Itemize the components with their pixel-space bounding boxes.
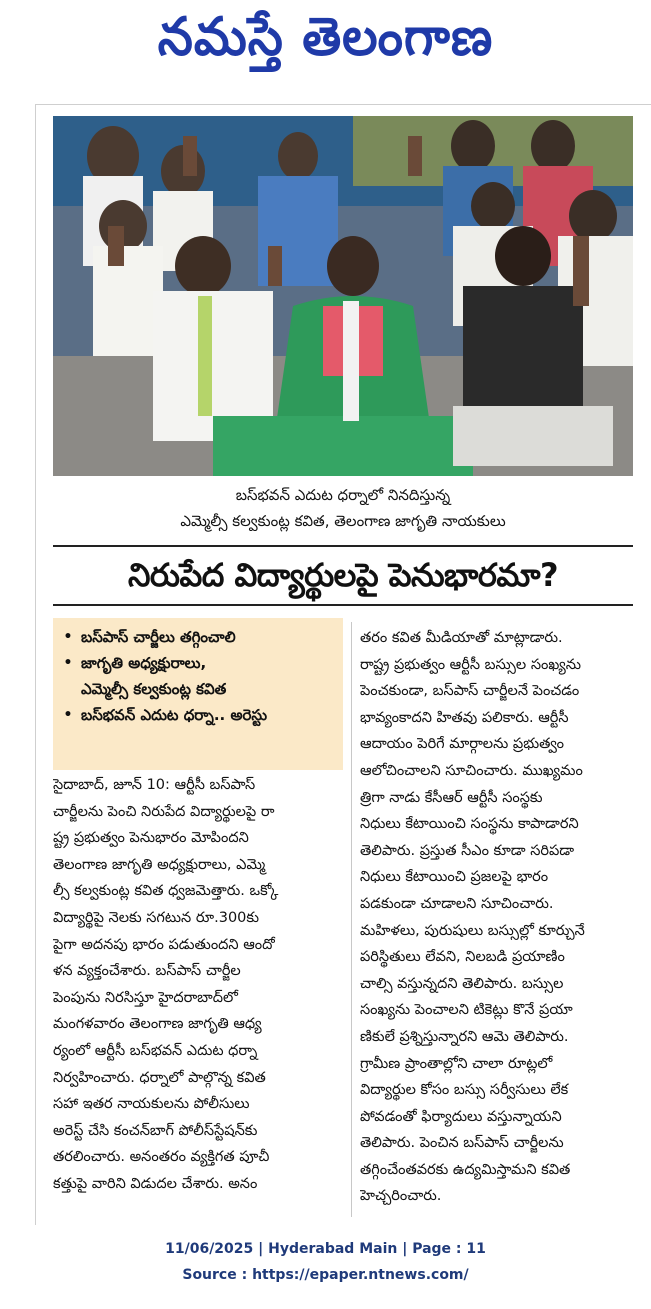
- highlight-text: బస్‌పాస్ చార్జీలు తగ్గించాలి: [81, 628, 236, 646]
- newspaper-masthead: [0, 0, 651, 86]
- article-line: ణికులే ప్రశ్నిస్తున్నారని ఆమె తెలిపారు.: [360, 1028, 569, 1045]
- article-line: ల్సీ కల్వకుంట్ల కవిత ధ్వజమెత్తారు. ఒక్కో: [53, 883, 279, 900]
- highlight-text: బస్‌భవన్ ఎదుట ధర్నా.. అరెస్టు: [81, 706, 268, 724]
- article-line: విద్యార్థిపై నెలకు సగటున రూ.300కు: [53, 909, 259, 926]
- footer-source: Source : https://epaper.ntnews.com/: [182, 1267, 469, 1283]
- caption-line-2: ఎమ్మెల్సీ కల్వకుంట్ల కవిత, తెలంగాణ జాగృతి నాయకులు: [180, 512, 506, 530]
- page-footer: [0, 1236, 651, 1288]
- article-column-left: [53, 772, 345, 1198]
- article-line: మహిళలు, పురుషులు బస్సుల్లో కూర్చునే: [360, 922, 585, 939]
- article-line: పెంచకుండా, బస్‌పాస్ చార్జీలనే పెంచడం: [360, 683, 580, 700]
- article-line: భావ్యంకాదని హితవు పలికారు. ఆర్టీసీ: [360, 709, 569, 726]
- article-line: ష్ట్ర ప్రభుత్వం పెనుభారం మోపిందని: [53, 830, 249, 847]
- article-line: తెలంగాణ జాగృతి అధ్యక్షురాలు, ఎమ్మె: [53, 856, 266, 873]
- highlight-text-continued: ఎమ్మెల్సీ కల్వకుంట్ల కవిత: [81, 680, 227, 698]
- article-line: తగ్గించేంతవరకు ఉద్యమిస్తామని కవిత: [360, 1161, 571, 1178]
- article-line: నిధులు కేటాయించి సంస్థను కాపాడారని: [360, 816, 579, 833]
- article-line: పరిస్థితులు లేవని, నిలబడి ప్రయాణిం: [360, 949, 565, 966]
- article-line: నిధులు కేటాయించి ప్రజలపై భారం: [360, 869, 549, 886]
- article-line: పడకుండా చూడాలని సూచించారు.: [360, 895, 554, 912]
- article-line: పోవడంతో ఫిర్యాదులు వస్తున్నాయని: [360, 1108, 562, 1125]
- article-line: తరం కవిత మీడియాతో మాట్లాడారు.: [360, 630, 563, 646]
- highlight-text: జాగృతి అధ్యక్షురాలు,: [81, 654, 207, 672]
- highlights-box: [53, 618, 343, 770]
- article-line: పెంపును నిరసిస్తూ హైదరాబాద్‌లో: [53, 989, 238, 1006]
- article-line: సైదాబాద్, జూన్ 10: ఆర్టీసీ బస్‌పాస్: [53, 777, 256, 793]
- masthead-title: నమస్తే తెలంగాణ: [157, 5, 494, 67]
- article-line: చాల్సి వస్తున్నదని తెలిపారు. బస్సుల: [360, 975, 564, 992]
- bullet-icon: •: [63, 629, 73, 645]
- article-line: త్రిగా నాడు కేసీఆర్ ఆర్టీసీ సంస్థకు: [360, 789, 543, 806]
- article-line: అరెస్ట్ చేసి కంచన్‌బాగ్ పోలీస్‌స్టేషన్‌కు: [53, 1122, 258, 1139]
- article-line: విద్యార్థుల కోసం బస్సు సర్వీసులు లేక: [360, 1082, 569, 1099]
- article-line: సహా ఇతర నాయకులను పోలీసులు: [53, 1096, 250, 1113]
- article-line: కత్తుపై వారిని విడుదల చేశారు. అనం: [53, 1175, 258, 1192]
- article-line: చార్జీలను పెంచి నిరుపేద విద్యార్థులపై రా: [53, 803, 275, 820]
- bullet-icon: •: [63, 707, 73, 723]
- protest-photo: [53, 116, 633, 476]
- article-line: పైగా అదనపు భారం పడుతుందని ఆందో: [53, 936, 275, 953]
- article-line: తెలిపారు. పెంచిన బస్‌పాస్ చార్జీలను: [360, 1135, 564, 1152]
- article-line: ఆలోచించాలని సూచించారు. ముఖ్యమం: [360, 762, 583, 779]
- article-line: ళన వ్యక్తంచేశారు. బస్‌పాస్ చార్జీల: [53, 963, 241, 980]
- article-line: తెలిపారు. ప్రస్తుత సీఎం కూడా సరిపడా: [360, 842, 575, 859]
- article-line: నిర్వహించారు. ధర్నాలో పాల్గొన్న కవిత: [53, 1069, 266, 1086]
- footer-edition-info: 11/06/2025 | Hyderabad Main | Page : 11: [165, 1241, 486, 1257]
- highlight-item: [61, 624, 337, 650]
- protest-photo-illustration: [53, 116, 633, 476]
- article-line: సంఖ్యను పెంచాలని టికెట్లు కొనే ప్రయా: [360, 1002, 573, 1019]
- article-column-right: [360, 625, 638, 1210]
- article-line: మంగళవారం తెలంగాణ జాగృతి ఆధ్య: [53, 1016, 262, 1033]
- article-line: రాష్ట్ర ప్రభుత్వం ఆర్టీసీ బస్సుల సంఖ్యను: [360, 656, 581, 673]
- article-line: ఆదాయం పెరిగే మార్గాలను ప్రభుత్వం: [360, 736, 564, 753]
- highlight-item: [61, 650, 337, 676]
- article-headline: నిరుపేద విద్యార్థులపై పెనుభారమా?: [127, 556, 559, 594]
- article-line: ర్యంలో ఆర్టీసీ బస్‌భవన్ ఎదుట ధర్నా: [53, 1042, 258, 1059]
- column-divider: [351, 622, 352, 1217]
- article-line: గ్రామీణ ప్రాంతాల్లోని చాలా రూట్లలో: [360, 1055, 553, 1072]
- bullet-icon: •: [63, 655, 73, 671]
- headline-bottom-rule: [53, 604, 633, 606]
- caption-line-1: బస్‌భవన్ ఎదుట ధర్నాలో నినదిస్తున్న: [235, 486, 451, 504]
- highlight-item: [61, 702, 337, 728]
- headline-top-rule: [53, 545, 633, 547]
- article-line: హెచ్చరించారు.: [360, 1188, 442, 1205]
- article-line: తరలించారు. అనంతరం వ్యక్తిగత పూచీ: [53, 1149, 270, 1166]
- photo-caption: [53, 482, 633, 534]
